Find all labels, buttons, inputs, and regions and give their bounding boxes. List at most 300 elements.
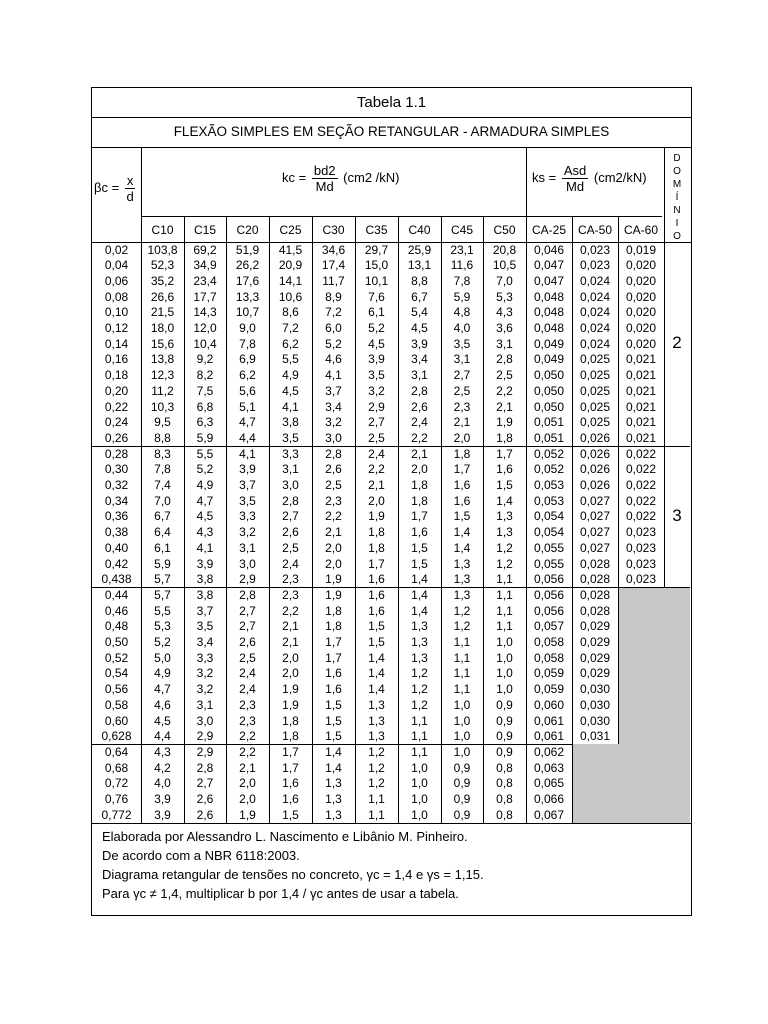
table-cell: 4,1 — [196, 540, 214, 555]
table-cell: 1,4 — [411, 587, 428, 602]
table-cell: 4,3 — [154, 744, 171, 759]
column-divider — [664, 147, 665, 587]
table-cell: 3,2 — [196, 666, 214, 681]
table-cell: 2,2 — [325, 509, 342, 524]
table-cell: 5,3 — [154, 619, 171, 634]
column-header: C10 — [151, 223, 174, 237]
table-cell: 4,8 — [453, 305, 471, 320]
table-cell: 3,5 — [368, 368, 385, 383]
table-cell: 0,022 — [625, 446, 657, 461]
table-cell: 0,56 — [104, 682, 129, 697]
table-cell: 9,2 — [196, 352, 214, 367]
table-cell: 1,3 — [325, 776, 342, 791]
table-cell: 1,4 — [368, 682, 385, 697]
table-cell: 11,2 — [151, 383, 174, 398]
table-cell: 8,3 — [154, 446, 171, 461]
table-cell: 10,1 — [364, 273, 389, 288]
table-cell: 0,056 — [533, 603, 565, 618]
table-cell: 0,14 — [104, 336, 129, 351]
table-cell: 0,04 — [104, 258, 129, 273]
table-cell: 0,9 — [496, 697, 513, 712]
table-cell: 4,6 — [325, 352, 342, 367]
table-cell: 1,6 — [453, 478, 471, 492]
table-cell: 6,8 — [196, 399, 214, 414]
table-cell: 0,020 — [625, 336, 657, 351]
table-cell: 1,3 — [368, 697, 385, 712]
table-cell: 2,2 — [239, 729, 256, 744]
table-cell: 0,38 — [104, 525, 129, 540]
table-cell: 0,64 — [104, 744, 129, 759]
table-cell: 0,8 — [496, 792, 513, 806]
table-cell: 2,1 — [411, 446, 428, 461]
table-cell: 3,9 — [154, 807, 171, 822]
table-cell: 18,0 — [150, 321, 175, 335]
table-cell: 51,9 — [235, 242, 260, 257]
table-cell: 3,0 — [282, 478, 299, 492]
table-cell: 8,9 — [325, 289, 342, 304]
table-cell: 6,4 — [154, 525, 171, 540]
table-cell: 0,059 — [533, 682, 565, 697]
table-cell: 0,027 — [579, 525, 611, 540]
table-cell: 2,7 — [239, 619, 256, 634]
table-cell: 1,4 — [325, 744, 342, 759]
table-cell: 1,3 — [453, 572, 471, 587]
table-cell: 0,022 — [625, 478, 657, 492]
table-cell: 1,6 — [411, 525, 428, 540]
table-cell: 0,029 — [579, 666, 611, 681]
table-cell: 2,6 — [239, 635, 256, 649]
beta-formula — [94, 173, 137, 204]
table-cell: 4,5 — [196, 509, 214, 524]
table-cell: 0,628 — [101, 729, 132, 744]
table-cell: 5,5 — [282, 352, 299, 367]
table-cell: 5,9 — [154, 556, 171, 571]
column-header: C30 — [322, 223, 345, 237]
table-cell: 0,054 — [533, 509, 565, 524]
note-line: De acordo com a NBR 6118:2003. — [102, 847, 300, 863]
table-cell: 0,053 — [533, 478, 565, 492]
table-cell: 1,5 — [411, 540, 428, 555]
table-cell: 0,048 — [533, 289, 565, 304]
table-cell: 0,8 — [496, 807, 513, 822]
table-cell: 3,9 — [411, 336, 428, 351]
table-cell: 1,8 — [325, 619, 342, 634]
table-cell: 4,6 — [154, 697, 171, 712]
table-cell: 1,1 — [453, 666, 471, 681]
table-cell: 0,9 — [496, 713, 513, 728]
table-cell: 34,9 — [193, 258, 217, 273]
table-cell: 0,030 — [579, 697, 611, 712]
table-cell: 2,0 — [239, 792, 256, 806]
table-cell: 0,8 — [496, 760, 513, 775]
table-cell: 0,772 — [101, 807, 132, 822]
table-cell: 0,028 — [579, 587, 611, 602]
table-cell: 0,057 — [533, 619, 565, 634]
table-cell: 1,6 — [368, 572, 385, 587]
table-cell: 1,1 — [411, 713, 428, 728]
table-cell: 10,7 — [235, 305, 260, 320]
column-header: C15 — [193, 223, 216, 237]
table-cell: 0,9 — [453, 792, 471, 806]
table-cell: 0,031 — [579, 729, 611, 744]
table-cell: 2,3 — [239, 713, 256, 728]
table-cell: 0,023 — [579, 242, 611, 257]
table-cell: 1,1 — [496, 619, 513, 634]
table-cell: 0,025 — [579, 399, 611, 414]
table-cell: 3,1 — [496, 336, 513, 351]
table-cell: 2,9 — [196, 729, 214, 744]
table-cell: 1,5 — [496, 478, 513, 492]
table-cell: 5,0 — [154, 650, 171, 665]
table-cell: 3,0 — [196, 713, 214, 728]
table-cell: 1,8 — [368, 525, 385, 540]
table-cell: 4,1 — [325, 368, 342, 383]
table-cell: 0,023 — [625, 540, 657, 555]
table-cell: 4,4 — [154, 729, 171, 744]
table-cell: 20,8 — [492, 242, 517, 257]
column-header: C45 — [450, 223, 473, 237]
table-cell: 0,027 — [579, 493, 611, 508]
table-cell: 1,7 — [411, 509, 428, 524]
kc-unit: (cm2 /kN) — [343, 169, 400, 185]
column-header: C40 — [408, 223, 431, 237]
table-cell: 1,0 — [411, 776, 428, 791]
table-cell: 0,12 — [104, 321, 129, 335]
column-header: C50 — [493, 223, 516, 237]
table-cell: 2,8 — [325, 446, 342, 461]
table-cell: 1,2 — [496, 540, 513, 555]
table-cell: 1,8 — [282, 713, 299, 728]
divider — [92, 823, 691, 824]
table-cell: 1,0 — [411, 760, 428, 775]
table-cell: 3,1 — [239, 540, 256, 555]
table-cell: 0,025 — [579, 415, 611, 430]
table-cell: 0,029 — [579, 619, 611, 634]
table-cell: 0,023 — [625, 572, 657, 587]
table-cell: 1,7 — [282, 760, 299, 775]
table-cell: 3,3 — [282, 446, 299, 461]
table-cell: 2,0 — [368, 493, 385, 508]
table-cell: 0,029 — [579, 635, 611, 649]
domain-number: 2 — [672, 333, 682, 353]
table-cell: 0,28 — [104, 446, 129, 461]
note-line: Para γc ≠ 1,4, multiplicar b por 1,4 / γc antes de usar a tabela. — [102, 885, 459, 901]
table-cell: 4,4 — [239, 430, 256, 445]
table-cell: 3,8 — [196, 572, 214, 587]
beta-lhs: βc = — [94, 179, 120, 195]
table-cell: 2,5 — [325, 478, 342, 492]
table-cell: 1,2 — [411, 697, 428, 712]
table-cell: 0,020 — [625, 321, 657, 335]
table-cell: 5,9 — [196, 430, 214, 445]
table-cell: 6,7 — [154, 509, 171, 524]
table-cell: 0,030 — [579, 713, 611, 728]
table-cell: 26,6 — [150, 289, 175, 304]
table-cell: 0,36 — [104, 509, 129, 524]
table-cell: 41,5 — [278, 242, 303, 257]
table-cell: 0,9 — [453, 776, 471, 791]
table-cell: 1,2 — [453, 619, 471, 634]
table-cell: 7,0 — [154, 493, 171, 508]
table-cell: 0,056 — [533, 572, 565, 587]
table-cell: 0,024 — [579, 305, 611, 320]
table-cell: 2,3 — [282, 587, 299, 602]
table-cell: 3,4 — [411, 352, 428, 367]
table-cell: 1,2 — [368, 760, 385, 775]
table-cell: 0,024 — [579, 273, 611, 288]
table-cell: 3,1 — [282, 462, 299, 477]
table-cell: 1,0 — [453, 744, 471, 759]
table-cell: 3,7 — [196, 603, 214, 618]
table-cell: 0,028 — [579, 556, 611, 571]
table-cell: 4,9 — [282, 368, 299, 383]
table-cell: 2,7 — [453, 368, 471, 383]
table-cell: 0,023 — [625, 556, 657, 571]
table-cell: 2,0 — [282, 666, 299, 681]
table-cell: 6,1 — [368, 305, 385, 320]
table-cell: 0,9 — [453, 760, 471, 775]
table-cell: 2,8 — [239, 587, 256, 602]
table-cell: 5,2 — [196, 462, 214, 477]
table-cell: 1,6 — [325, 666, 342, 681]
table-cell: 2,1 — [368, 478, 385, 492]
table-cell: 0,051 — [533, 430, 565, 445]
table-cell: 26,2 — [235, 258, 260, 273]
table-cell: 0,022 — [625, 509, 657, 524]
table-cell: 3,7 — [325, 383, 342, 398]
table-cell: 0,16 — [104, 352, 129, 367]
table-cell: 0,050 — [533, 368, 565, 383]
table-cell: 1,3 — [325, 792, 342, 806]
table-cell: 20,9 — [278, 258, 303, 273]
table-cell: 2,1 — [325, 525, 342, 540]
table-cell: 0,052 — [533, 462, 565, 477]
column-header: CA-25 — [531, 223, 566, 237]
table-cell: 0,022 — [625, 493, 657, 508]
table-cell: 3,6 — [496, 321, 513, 335]
table-cell: 2,8 — [411, 383, 428, 398]
table-cell: 2,3 — [239, 697, 256, 712]
table-cell: 1,1 — [368, 792, 385, 806]
notes — [102, 829, 484, 905]
table-cell: 1,5 — [368, 635, 385, 649]
table-cell: 1,4 — [368, 666, 385, 681]
table-cell: 1,9 — [282, 682, 299, 697]
kc-lhs: kc = — [282, 169, 307, 185]
table-cell: 6,2 — [282, 336, 299, 351]
table-cell: 7,2 — [282, 321, 299, 335]
table-cell: 0,026 — [579, 478, 611, 492]
table-cell: 1,4 — [496, 493, 513, 508]
table-cell: 6,7 — [411, 289, 428, 304]
table-cell: 0,32 — [104, 478, 129, 492]
table-cell: 1,6 — [282, 776, 299, 791]
table-cell: 3,1 — [196, 697, 214, 712]
table-cell: 1,0 — [496, 650, 513, 665]
table-cell: 0,021 — [625, 430, 657, 445]
table-cell: 0,025 — [579, 352, 611, 367]
table-cell: 0,02 — [104, 242, 129, 257]
table-cell: 69,2 — [193, 242, 217, 257]
table-cell: 1,1 — [411, 744, 428, 759]
table-cell: 0,24 — [104, 415, 129, 430]
table-cell: 0,050 — [533, 383, 565, 398]
table-cell: 2,0 — [239, 776, 256, 791]
table-cell: 1,9 — [325, 572, 342, 587]
dominio-letter: O — [673, 166, 681, 177]
table-cell: 1,2 — [368, 744, 385, 759]
table-subtitle: FLEXÃO SIMPLES EM SEÇÃO RETANGULAR - ARMADURA SIMPLES — [173, 124, 610, 139]
table-cell: 1,8 — [411, 493, 428, 508]
table-cell: 2,0 — [282, 650, 299, 665]
table-cell: 1,3 — [496, 509, 513, 524]
table-cell: 3,1 — [453, 352, 471, 367]
column-header: CA-50 — [577, 223, 612, 237]
table-cell: 0,022 — [625, 462, 657, 477]
table-cell: 1,3 — [453, 556, 471, 571]
table-cell: 2,7 — [196, 776, 214, 791]
table-cell: 5,7 — [154, 572, 171, 587]
dominio-letter: D — [673, 153, 681, 164]
table-cell: 0,10 — [104, 305, 129, 320]
table-cell: 3,5 — [239, 493, 256, 508]
table-cell: 8,8 — [411, 273, 428, 288]
table-cell: 1,5 — [325, 697, 342, 712]
table-cell: 1,9 — [368, 509, 385, 524]
table-cell: 0,020 — [625, 273, 657, 288]
table-cell: 0,056 — [533, 587, 565, 602]
table-cell: 1,1 — [496, 572, 513, 587]
table-cell: 29,7 — [364, 242, 389, 257]
table-cell: 0,020 — [625, 305, 657, 320]
table-cell: 1,8 — [368, 540, 385, 555]
table-cell: 1,1 — [496, 603, 513, 618]
dominio-letter: I — [675, 218, 679, 229]
table-cell: 1,3 — [411, 650, 428, 665]
table-cell: 0,8 — [496, 776, 513, 791]
divider — [92, 117, 691, 118]
table-cell: 0,021 — [625, 383, 657, 398]
table-cell: 1,3 — [368, 729, 385, 744]
table-sheet — [91, 87, 692, 916]
ks-lhs: ks = — [532, 169, 557, 185]
table-cell: 0,024 — [579, 336, 611, 351]
table-cell: 1,1 — [411, 729, 428, 744]
table-cell: 6,3 — [196, 415, 214, 430]
table-cell: 13,1 — [407, 258, 432, 273]
table-cell: 0,68 — [104, 760, 129, 775]
divider — [141, 216, 662, 217]
table-cell: 0,50 — [104, 635, 129, 649]
table-cell: 1,1 — [368, 807, 385, 822]
table-cell: 0,049 — [533, 352, 565, 367]
table-cell: 0,020 — [625, 289, 657, 304]
table-cell: 2,1 — [239, 760, 256, 775]
table-cell: 1,6 — [453, 493, 471, 508]
table-cell: 4,3 — [496, 305, 513, 320]
table-cell: 7,8 — [453, 273, 471, 288]
table-cell: 0,438 — [101, 572, 132, 587]
beta-num: x — [126, 173, 134, 188]
table-cell: 0,046 — [533, 242, 565, 257]
table-cell: 0,021 — [625, 352, 657, 367]
table-cell: 1,2 — [411, 666, 428, 681]
table-cell: 7,8 — [154, 462, 171, 477]
table-cell: 0,9 — [496, 744, 513, 759]
table-cell: 5,5 — [196, 446, 214, 461]
table-cell: 4,7 — [154, 682, 171, 697]
table-cell: 1,7 — [368, 556, 385, 571]
table-cell: 2,6 — [325, 462, 342, 477]
table-cell: 4,7 — [239, 415, 256, 430]
table-cell: 3,1 — [411, 368, 428, 383]
table-cell: 5,2 — [154, 635, 171, 649]
table-cell: 0,047 — [533, 273, 565, 288]
table-cell: 12,3 — [150, 368, 175, 383]
table-cell: 3,8 — [282, 415, 299, 430]
table-cell: 1,9 — [325, 587, 342, 602]
table-cell: 4,9 — [154, 666, 171, 681]
table-cell: 1,3 — [496, 525, 513, 540]
table-cell: 2,1 — [496, 399, 513, 414]
table-cell: 0,067 — [533, 807, 565, 822]
table-cell: 2,0 — [411, 462, 428, 477]
table-cell: 10,5 — [492, 258, 517, 273]
table-cell: 4,1 — [239, 446, 256, 461]
table-cell: 1,1 — [453, 635, 471, 649]
dominio-letter: Í — [675, 192, 679, 203]
note-line: Diagrama retangular de tensões no concreto, γc = 1,4 e γs = 1,15. — [102, 866, 484, 882]
table-cell: 21,5 — [150, 305, 175, 320]
table-cell: 0,055 — [533, 540, 565, 555]
table-cell: 14,3 — [193, 305, 217, 320]
table-cell: 2,4 — [368, 446, 385, 461]
table-cell: 1,4 — [368, 650, 385, 665]
table-cell: 0,18 — [104, 368, 129, 383]
table-cell: 7,0 — [496, 273, 513, 288]
table-cell: 2,5 — [239, 650, 256, 665]
table-cell: 1,7 — [325, 635, 342, 649]
column-header: C25 — [279, 223, 302, 237]
table-cell: 2,4 — [282, 556, 299, 571]
table-cell: 15,6 — [150, 336, 175, 351]
table-cell: 2,3 — [282, 572, 299, 587]
table-cell: 1,5 — [411, 556, 428, 571]
shaded-area — [618, 587, 690, 744]
column-header: C35 — [365, 223, 388, 237]
table-cell: 1,7 — [282, 744, 299, 759]
table-cell: 2,2 — [368, 462, 385, 477]
table-cell: 2,2 — [496, 383, 513, 398]
table-cell: 1,5 — [325, 713, 342, 728]
ks-unit: (cm2/kN) — [593, 169, 647, 185]
table-cell: 4,2 — [154, 760, 171, 775]
table-cell: 0,024 — [579, 321, 611, 335]
table-cell: 1,4 — [411, 572, 428, 587]
table-cell: 3,0 — [325, 430, 342, 445]
table-cell: 3,4 — [196, 635, 214, 649]
table-cell: 0,055 — [533, 556, 565, 571]
dominio-letter: M — [672, 179, 682, 190]
table-cell: 0,023 — [579, 258, 611, 273]
table-cell: 35,2 — [150, 273, 175, 288]
table-cell: 1,0 — [496, 635, 513, 649]
table-cell: 25,9 — [407, 242, 432, 257]
table-cell: 1,0 — [453, 697, 471, 712]
table-cell: 11,7 — [322, 273, 345, 288]
table-cell: 2,5 — [368, 430, 385, 445]
table-cell: 5,5 — [154, 603, 171, 618]
